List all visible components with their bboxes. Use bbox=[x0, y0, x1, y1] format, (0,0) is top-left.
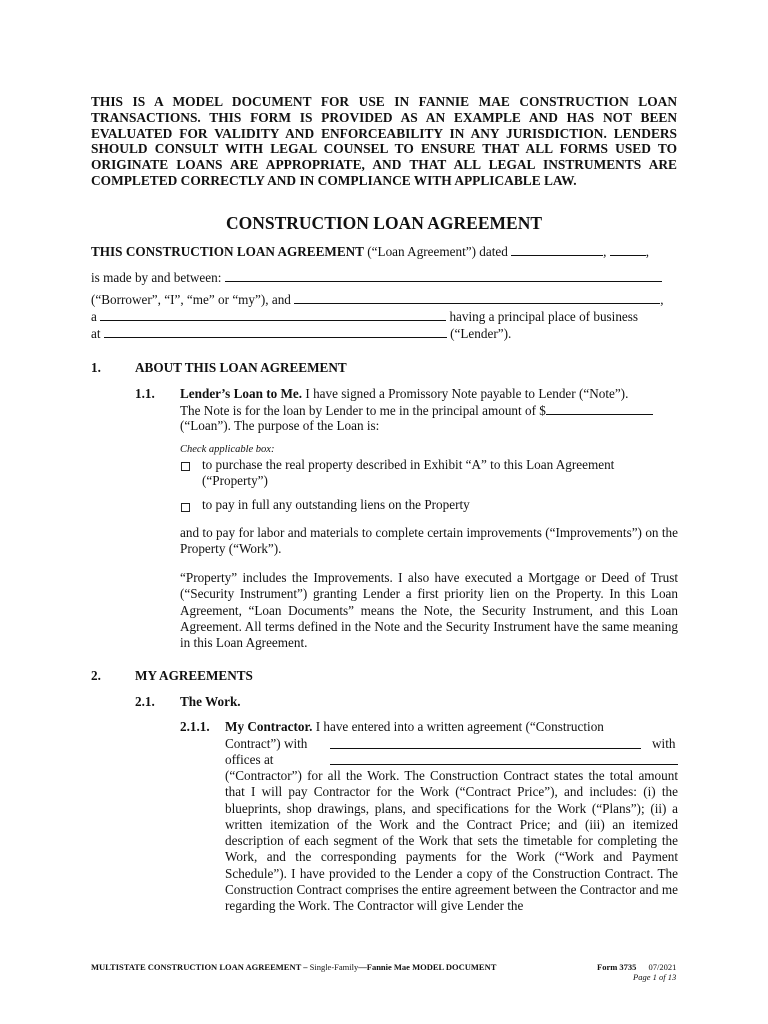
section-1-1-line-1 bbox=[180, 386, 628, 402]
comma: , bbox=[645, 244, 650, 259]
year-blank[interactable] bbox=[610, 243, 646, 256]
section-2-1-title: The Work. bbox=[180, 694, 241, 709]
principal-amount-blank[interactable] bbox=[546, 402, 653, 415]
section-1-number: 1. bbox=[91, 360, 101, 375]
section-1-1-line-2 bbox=[180, 402, 653, 419]
made-by-label: is made by and between: bbox=[91, 270, 222, 285]
lender-label: (“Lender”). bbox=[450, 326, 512, 341]
document-title: CONSTRUCTION LOAN AGREEMENT bbox=[225, 213, 543, 233]
form-date: 07/2021 bbox=[648, 962, 677, 972]
option-1-line-1: to purchase the real property described in Exhibit “A” to this Loan Agreement bbox=[202, 457, 615, 472]
purchase-property-checkbox[interactable] bbox=[181, 462, 190, 471]
property-definition-paragraph: “Property” includes the Improvements. I also have executed a Mortgage or Deed of Trust (“Security Instrument”) granting Lender a first priority lien on the Property. In this Loan Agreement, “Loan Documents” means the Note, the Security Instrument, and this Loan Agreement. All terms defined in the Note and the Security Instrument have the same meaning in this Loan Agreement. bbox=[180, 570, 678, 651]
intro-line-2 bbox=[91, 269, 662, 286]
borrower-name-blank[interactable] bbox=[225, 269, 662, 282]
comma: , bbox=[603, 244, 607, 259]
intro-lead-rest: (“Loan Agreement”) dated bbox=[363, 244, 508, 259]
at-label: at bbox=[91, 326, 101, 341]
page-number: Page 1 of 13 bbox=[633, 972, 677, 982]
section-2-1-1-text: I have entered into a written agreement (“Construction bbox=[312, 719, 604, 734]
with-text: with bbox=[652, 736, 676, 751]
lender-address-blank[interactable] bbox=[104, 325, 447, 338]
section-1-1-title: Lender’s Loan to Me. bbox=[180, 386, 303, 401]
footer-single-family: Single-Family bbox=[309, 962, 359, 972]
comma: , bbox=[660, 292, 664, 307]
section-2-1-1-line-1 bbox=[225, 719, 604, 735]
intro-lead-bold: THIS CONSTRUCTION LOAN AGREEMENT bbox=[91, 244, 364, 259]
section-2-1-1-number: 2.1.1. bbox=[180, 719, 210, 734]
option-1-line-2: (“Property”) bbox=[202, 473, 268, 488]
date-blank[interactable] bbox=[511, 243, 603, 256]
borrower-label: (“Borrower”, “I”, “me” or “my”), and bbox=[91, 292, 291, 307]
section-2-1-1-title: My Contractor. bbox=[225, 719, 313, 734]
section-2-1-number: 2.1. bbox=[135, 694, 155, 709]
intro-line-5 bbox=[91, 325, 511, 342]
section-1-heading: ABOUT THIS LOAN AGREEMENT bbox=[135, 360, 347, 375]
section-1-1-text: I have signed a Promissory Note payable to Lender (“Note”). bbox=[302, 386, 629, 401]
intro-line-4 bbox=[91, 308, 638, 325]
principal-place-label: having a principal place of business bbox=[449, 309, 639, 324]
section-1-1-number: 1.1. bbox=[135, 386, 155, 401]
principal-amount-text: The Note is for the loan by Lender to me in the principal amount of $ bbox=[180, 403, 546, 418]
entity-type-blank[interactable] bbox=[100, 308, 446, 321]
footer-form-name bbox=[91, 962, 496, 972]
construction-contract-paragraph: (“Contractor”) for all the Work. The Construction Contract states the total amount that I will pay Contractor for the Work (“Contract Price”), and includes: (i) the blueprints, shop drawings, plans, and specifications for the Work (“Plans”); (ii) a written itemization of the Work and the Contract Price; and (iii) an itemized description of each segment of the Work that sets the timetable for completing the Work, and the corresponding payments for the Work (“Work and Payment Schedule”). I have provided to the Lender a copy of the Construction Contract. The Construction Contract comprises the entire agreement between the Contractor and me regarding the Work. The Contractor will give Lender the bbox=[225, 768, 678, 914]
section-1-1-line-3: (“Loan”). The purpose of the Loan is: bbox=[180, 418, 380, 433]
a-label: a bbox=[91, 309, 97, 324]
footer-form-number bbox=[597, 962, 676, 972]
offices-at-text: offices at bbox=[225, 752, 274, 767]
labor-materials-paragraph: and to pay for labor and materials to complete certain improvements (“Improvements”) on the Property (“Work”). bbox=[180, 525, 678, 557]
contractor-office-blank[interactable] bbox=[330, 752, 678, 765]
footer-title-1: MULTISTATE CONSTRUCTION LOAN AGREEMENT – bbox=[91, 962, 310, 972]
section-2-number: 2. bbox=[91, 668, 101, 683]
disclaimer: THIS IS A MODEL DOCUMENT FOR USE IN FANNIE MAE CONSTRUCTION LOAN TRANSACTIONS. THIS FORM IS PROVIDED AS AN EXAMPLE AND HAS NOT BEEN EVALUATED FOR VALIDITY AND ENFORCEABILITY IN ANY JURISDICTION. LENDERS SHOULD CONSULT WITH LEGAL COUNSEL TO ENSURE THAT ALL FORMS USED TO ORIGINATE LOANS ARE APPROPRIATE, AND THAT ALL LEGAL INSTRUMENTS ARE COMPLETED CORRECTLY AND IN COMPLIANCE WITH APPLICABLE LAW. bbox=[91, 94, 677, 188]
contractor-name-line bbox=[330, 736, 641, 753]
section-2-heading: MY AGREEMENTS bbox=[135, 668, 253, 683]
intro-line-1 bbox=[91, 243, 649, 260]
check-applicable-label: Check applicable box: bbox=[180, 444, 275, 455]
footer-title-2: —Fannie Mae MODEL DOCUMENT bbox=[358, 962, 497, 972]
option-2: to pay in full any outstanding liens on the Property bbox=[202, 497, 470, 512]
contract-with-text: Contract”) with bbox=[225, 736, 308, 751]
lender-name-blank[interactable] bbox=[294, 291, 660, 304]
contractor-name-blank[interactable] bbox=[330, 736, 641, 749]
section-2-1-1-line-2 bbox=[225, 736, 307, 752]
intro-line-3 bbox=[91, 291, 664, 308]
form-number: Form 3735 bbox=[597, 962, 637, 972]
pay-liens-checkbox[interactable] bbox=[181, 503, 190, 512]
contractor-office-line bbox=[330, 752, 678, 769]
